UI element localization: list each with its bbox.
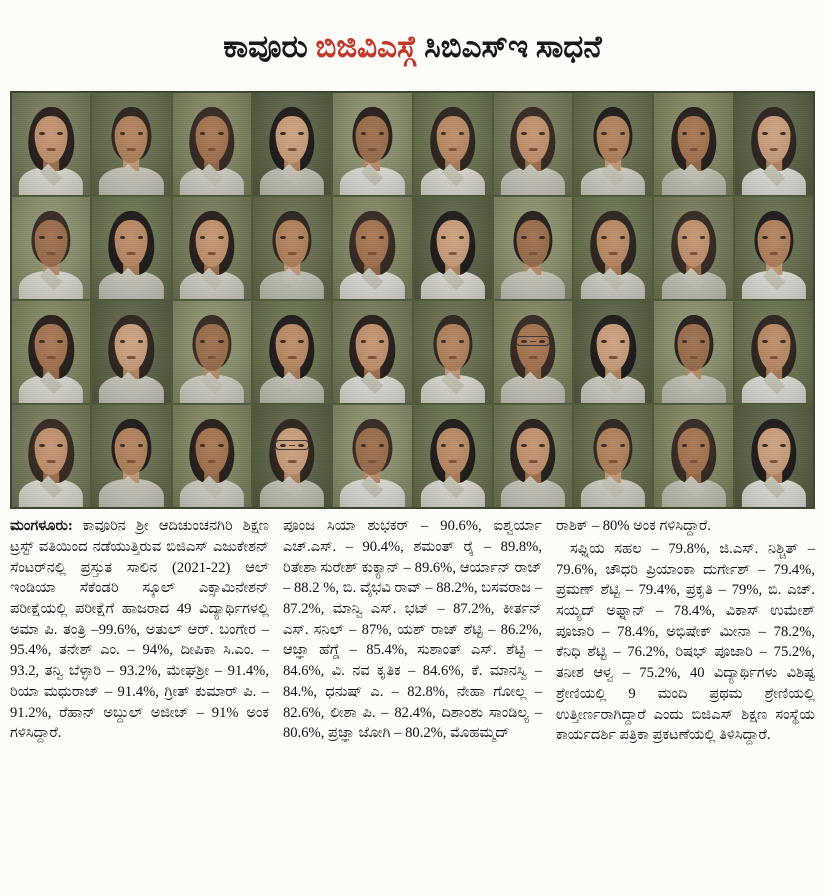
student-photo	[253, 405, 331, 507]
student-photo	[414, 405, 492, 507]
student-photo	[414, 301, 492, 403]
student-photo	[92, 301, 170, 403]
student-photo	[735, 301, 813, 403]
student-photo	[173, 197, 251, 299]
student-photo	[735, 405, 813, 507]
student-photo	[12, 93, 90, 195]
student-photo	[92, 197, 170, 299]
headline-part-1: ಕಾವೂರು	[223, 28, 316, 64]
student-photo	[574, 93, 652, 195]
student-photo	[414, 93, 492, 195]
student-photo	[92, 93, 170, 195]
student-photo	[654, 93, 732, 195]
student-photo	[12, 405, 90, 507]
article-body	[10, 516, 815, 746]
student-photo	[333, 405, 411, 507]
student-photo	[12, 197, 90, 299]
student-photo	[494, 93, 572, 195]
article-column-1	[10, 516, 269, 746]
student-photo	[494, 405, 572, 507]
glasses-icon	[516, 336, 550, 346]
student-photo	[494, 301, 572, 403]
student-photo	[333, 301, 411, 403]
student-photo	[253, 197, 331, 299]
article-paragraph	[10, 516, 269, 744]
student-photo	[735, 197, 813, 299]
student-photo	[654, 405, 732, 507]
article-text: ಕಾವೂರಿನ ಶ್ರೀ ಆದಿಚುಂಚನಗಿರಿ ಶಿಕ್ಷಣ ಟ್ರಸ್ಟ್ ವತಿಯಿಂದ ನಡೆಯುತ್ತಿರುವ ಬಿಜಿಎಸ್ ಎಜುಕೇಶನ್ ಸೆಂಟರ್‌ನಲ್ಲಿ ಪ್ರಸ್ತುತ ಸಾಲಿನ (2021-22) ಆಲ್ ಇಂಡಿಯಾ ಸೆಕೆಂಡರಿ ಸ್ಕೂಲ್ ಎಕ್ಸಾಮಿನೇಶನ್ ಪರೀಕ್ಷೆಯಲ್ಲಿ ಪರೀಕ್ಷೆಗೆ ಹಾಜರಾದ 49 ವಿದ್ಯಾರ್ಥಿಗಳಲ್ಲಿ ಅಮಾ ಪಿ. ತಂತ್ರಿ –99.6%, ಅತುಲ್ ಆರ್. ಬಂಗೇರ – 95.4%, ತನೇಶ್ ಎಂ. – 94%, ದೀಪಿಕಾ ಸಿ.ಎಂ. – 93.2, ತನ್ವಿ ಬೆಳ್ಳಾರಿ – 93.2%, ಮೇಘಶ್ರೀ – 91.4%, ರಿಯಾ ಮಧುರಾಜ್ – 91.4%, ಗ್ರೀತ್ ಕುಮಾರ್ ಪಿ. – 91.2%, ರೆಹಾನ್ ಅಬ್ದುಲ್ ಅಜೀಜ್ – 91% ಅಂಕ ಗಳಿಸಿದ್ದಾರೆ.	[10, 518, 270, 742]
article-paragraph: ಪೂಂಜ ಸಿಯಾ ಶುಭಕರ್ – 90.6%, ಐಶ್ವರ್ಯಾ ಎಚ್.ಎಸ್. – 90.4%, ಶಮಂತ್ ರೈ – 89.8%, ರಿತೇಶಾ ಸುರೇಶ್ ಕುಕ್ಯಾನ್ – 89.6%, ಆರ್ಯಾನ್ ರಾಜ್ – 88.2 %, ಬಿ. ವೈಭವಿ ರಾವ್ – 88.2%, ಬಸವರಾಜ – 87.2%, ಮಾನ್ವಿ ಎಸ್. ಭಟ್ – 87.2%, ಕೀರ್ತನ್ ಎಸ್. ಸನಿಲ್ – 87%, ಯಶ್ ರಾಜ್ ಶೆಟ್ಟಿ – 86.2%, ಆಜ್ಞಾ ಹೆಗ್ಡೆ – 85.4%, ಸುಶಾಂತ್ ಎಸ್. ಶೆಟ್ಟಿ – 84.6%, ವಿ. ನವ ಕೃತಿಕ – 84.6%, ಕೆ. ಮಾನಸ್ವಿ – 84.%, ಧನುಷ್ ಎ. – 82.8%, ನೇಹಾ ಗೋಲ್ಲ – 82.6%, ಲೀಶಾ ಪಿ. – 82.4%, ದಿಶಾಂಶು ಸಾಂಡಿಲ್ಯ – 80.6%, ಪ್ರಜ್ಞಾ ಜೋಗಿ – 80.2%, ಮೊಹಮ್ಮದ್	[283, 518, 542, 742]
page-title	[10, 27, 815, 71]
article-paragraph: ಸಫ್ನಿಯ ಸಹಲ – 79.8%, ಜಿ.ಎಸ್. ನಿಶ್ಚಿತ್ – 79.6%, ಚೌಧರಿ ಪ್ರಿಯಾಂಕಾ ದುರ್ಗೇಶ್ – 79.4%, ಪ್ರಮಣ್ ಶೆಟ್ಟಿ – 79.4%, ಪ್ರಕೃತಿ – 79%, ಬಿ. ಎಚ್. ಸಯ್ಯದ್ ಅಫ್ನಾನ್ – 78.4%, ವಿಕಾಸ್ ಉಮೇಶ್ ಪೂಜಾರಿ – 78.4%, ಅಭಿಷೇಕ್ ಮೀನಾ – 78.2%, ಕೆನಿಧಿ ಶೆಟ್ಟಿ – 76.2%, ರಿಷಭ್ ಪೂಜಾರಿ – 75.2%, ತನೀಶ ಆಳ್ವ – 75.2%, 40 ವಿದ್ಯಾರ್ಥಿಗಳು ವಿಶಿಷ್ಟ ಶ್ರೇಣಿಯಲ್ಲಿ 9 ಮಂದಿ ಪ್ರಥಮ ಶ್ರೇಣಿಯಲ್ಲಿ ಉತ್ತೀರ್ಣರಾಗಿದ್ದಾರೆ ಎಂದು ಬಿಜಿಎಸ್ ಶಿಕ್ಷಣ ಸಂಸ್ಥೆಯ ಕಾರ್ಯದರ್ಶಿ ಪತ್ರಿಕಾ ಪ್ರಕಟಣೆಯಲ್ಲಿ ತಿಳಿಸಿದ್ದಾರೆ.	[556, 540, 815, 744]
student-photo	[574, 301, 652, 403]
student-photo	[574, 197, 652, 299]
student-photo	[253, 301, 331, 403]
student-photo	[173, 93, 251, 195]
article-column-3	[556, 516, 815, 746]
student-photo	[333, 93, 411, 195]
student-photo	[654, 301, 732, 403]
article-paragraph: ರಾಶಿಕ್ – 80% ಅಂಕ ಗಳಿಸಿದ್ದಾರೆ.	[556, 518, 711, 535]
student-photo	[253, 93, 331, 195]
student-photo	[173, 301, 251, 403]
student-photo	[574, 405, 652, 507]
student-photo	[333, 197, 411, 299]
student-photo	[92, 405, 170, 507]
student-photo	[414, 197, 492, 299]
student-photo	[12, 301, 90, 403]
student-photo	[735, 93, 813, 195]
student-photo	[173, 405, 251, 507]
headline-part-2: ಗೆ ಸಿಬಿಎಸ್ಇ ಸಾಧನೆ	[416, 28, 602, 64]
article-column-2	[283, 516, 542, 746]
student-photo	[494, 197, 572, 299]
student-photo-grid	[10, 91, 815, 509]
dateline: ಮಂಗಳೂರು:	[10, 518, 73, 535]
headline-highlight: ಬಿಜಿವಿಎಸ್	[315, 28, 417, 64]
glasses-icon	[275, 440, 309, 450]
student-photo	[654, 197, 732, 299]
